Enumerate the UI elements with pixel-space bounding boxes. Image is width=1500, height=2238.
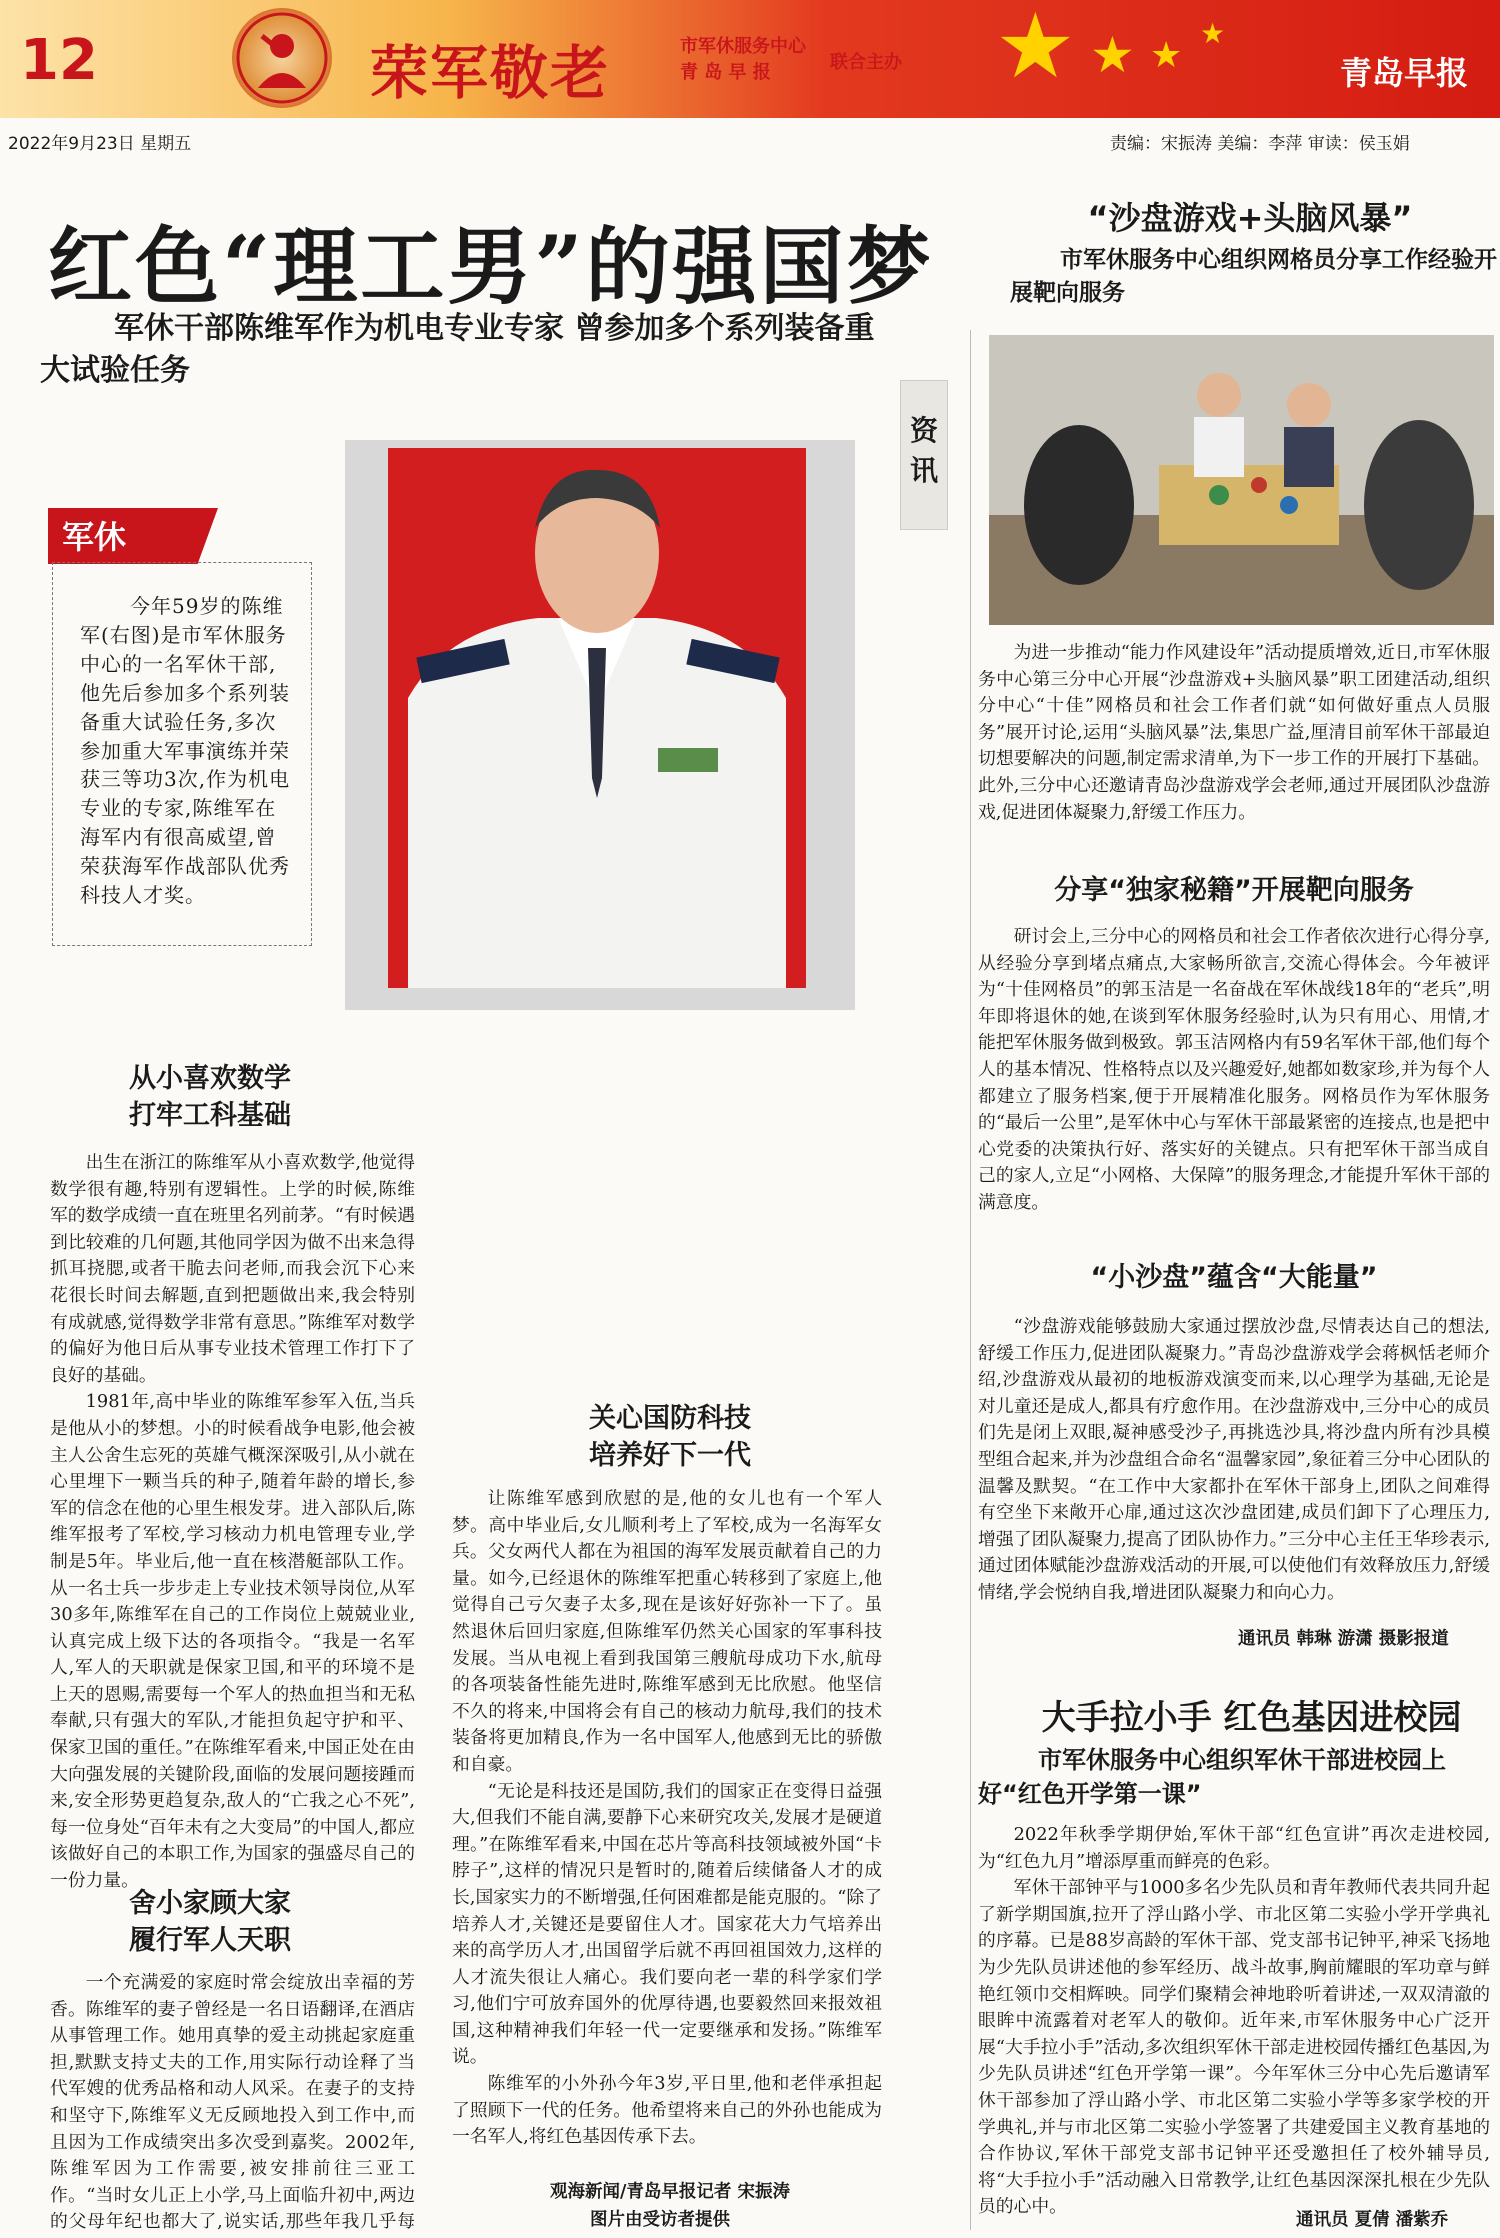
issue-date: 2022年9月23日 星期五	[8, 134, 192, 154]
column-badge-dark: 家园	[134, 518, 199, 556]
right-section3-title: “小沙盘”蕴含“大能量”	[1090, 1262, 1378, 1293]
star-icon: ★	[1090, 26, 1135, 84]
organizers	[680, 34, 806, 86]
organizer-1: 市军休服务中心	[680, 36, 806, 57]
news-section-tab: 资讯	[900, 380, 948, 530]
organizers-note: 联合主办	[830, 52, 902, 73]
sandplay-photo	[989, 335, 1494, 625]
newspaper-brand: 青岛早报	[1340, 54, 1469, 92]
right-section2-title: 分享“独家秘籍”开展靶向服务	[1054, 875, 1414, 906]
section-body-1: 出生在浙江的陈维军从小喜欢数学,他觉得数学很有趣,特别有逻辑性。上学的时候,陈维军的数学成绩一直在班里名列前茅。“有时候遇到比较难的几何题,其他同学因为做不出来急得抓耳挠腮,或者干脆去问老师,而我会沉下心来花很长时间去解题,直到把题做出来,我会特别有成就感,觉得数学非常有意思。”陈维军对数学的偏好为他日后从事专业技术管理工作打下了良好的基础。 1981年,高中毕业的陈维军参军入伍,当兵是他从小的梦想。小的时候看战争电影,他会被主人公舍生忘死的英雄气概深深吸引,从小就在心里埋下一颗当兵的种子,随着年龄的增长,参军的信念在他的心里生根发芽。进入部队后,陈维军报考了军校,学习核动力机电管理专业,学制是5年。毕业后,他一直在核潜艇部队工作。从一名士兵一步步走上专业技术领导岗位,从军30多年,陈维军在自己的工作岗位上兢兢业业,认真完成上级下达的各项指令。“我是一名军人,军人的天职就是保家卫国,和平的环境不是上天的恩赐,需要每一个军人的热血担当和无私奉献,只有强大的军队,才能担负起守护和平、保家卫国的重任。”在陈维军看来,中国正处在由大向强发展的关键阶段,面临的发展问题接踵而来,安全形势更趋复杂,敌人的“亡我之心不死”,每一位身处“百年未有之大变局”的中国人,都应该做好自己的本职工作,为国家的强盛尽自己的一份力量。	[50, 1152, 415, 1892]
school-article-title: 大手拉小手 红色基因进校园	[1041, 1698, 1462, 1738]
right-article-lead: 为进一步推动“能力作风建设年”活动提质增效,近日,市军休服务中心第三分中心开展“沙盘游戏+头脑风暴”职工团建活动,组织分中心“十佳”网格员和社会工作者们就“如何做好重点人员服务”展开讨论,运用“头脑风暴”法,集思广益,厘清目前军休干部最迫切想要解决的问题,制定需求清单,为下一步工作的开展打下基础。此外,三分中心还邀请青岛沙盘游戏学会老师,通过开展团队沙盘游戏,促进团体凝聚力,舒缓工作压力。	[978, 642, 1490, 823]
star-icon: ★	[1150, 35, 1183, 76]
section-title-3: 关心国防科技 培养好下一代	[589, 1403, 751, 1471]
section-body-2a: 一个充满爱的家庭时常会绽放出幸福的芳香。陈维军的妻子曾经是一名日语翻译,在酒店从事管理工作。她用真挚的爱主动挑起家庭重担,默默支持丈夫的工作,用实际行动诠释了当代军嫂的优秀品格和动人风采。在妻子的支持和坚守下,陈维军义无反顾地投入到工作中,而且因为工作成绩突出多次受到嘉奖。2002年,陈维军因为工作需要,被安排前往三亚工作。“当时女儿正上小学,马上面临升初中,两边的父母年纪也都大了,说实话,那些年我几乎每	[50, 1972, 415, 2233]
photo-credit: 图片由受访者提供	[590, 2210, 730, 2230]
section-body-3: 让陈维军感到欣慰的是,他的女儿也有一个军人梦。高中毕业后,女儿顺利考上了军校,成为一名海军女兵。父女两代人都在为祖国的海军发展贡献着自己的力量。如今,已经退休的陈维军把重心转移到了家庭上,他觉得自己亏欠妻子太多,现在是该好好弥补一下了。虽然退休后回归家庭,但陈维军仍然关心国家的军事科技发展。当从电视上看到我国第三艘航母成功下水,航母的各项装备性能先进时,陈维军感到无比欣慰。他坚信不久的将来,中国将会有自己的核动力航母,我们的技术装备将更加精良,作为一名中国军人,他感到无比的骄傲和自豪。 “无论是科技还是国防,我们的国家正在变得日益强大,但我们不能自满,要静下心来研究攻关,发展才是硬道理。”在陈维军看来,中国在芯片等高科技领域被外国“卡脖子”,这样的情况只是暂时的,随着后续储备人才的成长,国家实力的不断增强,任何困难都是能克服的。“除了培养人才,关键还是要留住人才。国家花大力气培养出来的高学历人才,出国留学后就不再回祖国效力,这样的人才流失很让人痛心。我们要向老一辈的科学家们学习,他们宁可放弃国外的优厚待遇,也要毅然回来报效祖国,这种精神我们年轻一代一定要继承和发扬。”陈维军说。 陈维军的小外孙今年3岁,平日里,他和老伴承担起了照顾下一代的任务。他希望将来自己的外孙也能成为一名军人,将红色基因传承下去。	[452, 1488, 882, 2148]
page-number: 12	[20, 28, 98, 93]
editors-line: 责编：宋振涛 美编：李萍 审读：侯玉娟	[1110, 134, 1410, 154]
star-icon: ★	[1200, 17, 1226, 50]
main-subheadline: 军休干部陈维军作为机电专业专家 曾参加多个系列装备重大试验任务	[40, 311, 875, 388]
portrait-photo	[388, 448, 806, 988]
column-divider	[970, 330, 971, 2230]
section-title-1: 从小喜欢数学 打牢工科基础	[129, 1063, 291, 1131]
school-article-subtitle: 市军休服务中心组织军休干部进校园上好“红色开学第一课”	[978, 1746, 1446, 1808]
organizer-2: 青 岛 早 报	[680, 62, 771, 83]
right-article-title: “沙盘游戏+头脑风暴”	[1087, 199, 1413, 237]
right-article-subtitle: 市军休服务中心组织网格员分享工作经验开展靶向服务	[1010, 247, 1497, 306]
intro-text: 今年59岁的陈维军(右图)是市军休服务中心的一名军休干部,他先后参加多个系列装备重大试验任务,多次参加重大军事演练并荣获三等功3次,作为机电专业的专家,陈维军在海军内有很高威望,曾荣获海军作战部队优秀科技人才奖。	[80, 594, 291, 908]
right-section3-body: “沙盘游戏能够鼓励大家通过摆放沙盘,尽情表达自己的想法,舒缓工作压力,促进团队凝聚力。”青岛沙盘游戏学会蒋枫恬老师介绍,沙盘游戏从最初的地板游戏演变而来,以心理学为基础,无论是对儿童还是成人,都具有疗愈作用。在沙盘游戏中,三分中心的成员们先是闭上双眼,凝神感受沙子,再挑选沙具,将沙盘内所有沙具模型组合起来,并为沙盘组合命名“温馨家园”,象征着三分中心团队的温馨及默契。“在工作中大家都扑在军休干部身上,团队之间难得有空坐下来敞开心扉,通过这次沙盘团建,成员们卸下了心理压力,增强了团队凝聚力,提高了团队协作力。”三分中心主任王华珍表示,通过团体赋能沙盘游戏活动的开展,可以使他们有效释放压力,舒缓情绪,学会悦纳自我,增进团队凝聚力和向心力。	[978, 1316, 1490, 1603]
main-headline: 红色“理工男”的强国梦	[48, 217, 934, 316]
right-article-credit: 通讯员 韩琳 游潇 摄影报道	[1238, 1629, 1449, 1649]
veteran-emblem-icon	[232, 8, 332, 108]
school-article-body: 2022年秋季学期伊始,军休干部“红色宣讲”再次走进校园,为“红色九月”增添厚重而鲜亮的色彩。 军休干部钟平与1000多名少先队员和青年教师代表共同升起了新学期国旗,拉开了浮山路小学、市北区第二实验小学开学典礼的序幕。已是88岁高龄的军休干部、党支部书记钟平,神采飞扬地为少先队员讲述他的参军经历、战斗故事,胸前耀眼的军功章与鲜艳红领巾交相辉映。同学们聚精会神地聆听着讲述,一双双清澈的眼眸中流露着对老军人的敬仰。近年来,市军休服务中心广泛开展“大手拉小手”活动,多次组织军休干部走进校园传播红色基因,为少先队员讲述“红色开学第一课”。今年军休三分中心先后邀请军休干部参加了浮山路小学、市北区第二实验小学等多家学校的开学典礼,并与市北区第二实验小学签署了共建爱国主义教育基地的合作协议,军休干部党支部书记钟平还受邀担任了校外辅导员,将“大手拉小手”活动融入日常教学,让红色基因深深扎根在少先队员的心中。	[978, 1824, 1490, 2218]
school-article-credit: 通讯员 夏倩 潘紫乔	[1296, 2210, 1449, 2230]
column-name: 荣军敬老	[370, 39, 611, 107]
right-section2-body: 研讨会上,三分中心的网格员和社会工作者依次进行心得分享,从经验分享到堵点痛点,大家畅所欲言,交流心得体会。今年被评为“十佳网格员”的郭玉洁是一名奋战在军休战线18年的“老兵”,明年即将退休的她,在谈到军休服务经验时,认为只有用心、用情,才能把军休服务做到极致。郭玉洁网格内有59名军休干部,他们每个人的基本情况、性格特点以及兴趣爱好,她都如数家珍,并为每个人都建立了服务档案,便于开展精准化服务。网格员作为军休服务的“最后一公里”,是军休中心与军休干部最紧密的连接点,也是把中心党委的决策执行好、落实好的关键点。只有把军休干部当成自己的家人,立足“小网格、大保障”的服务理念,才能提升军休干部的满意度。	[978, 926, 1490, 1213]
section-title-2: 舍小家顾大家 履行军人天职	[129, 1888, 291, 1956]
column-badge-red: 军休	[62, 518, 127, 556]
star-icon: ★	[995, 0, 1076, 99]
section-body-2b	[452, 1048, 882, 1396]
byline: 观海新闻/青岛早报记者 宋振涛	[550, 2182, 790, 2202]
